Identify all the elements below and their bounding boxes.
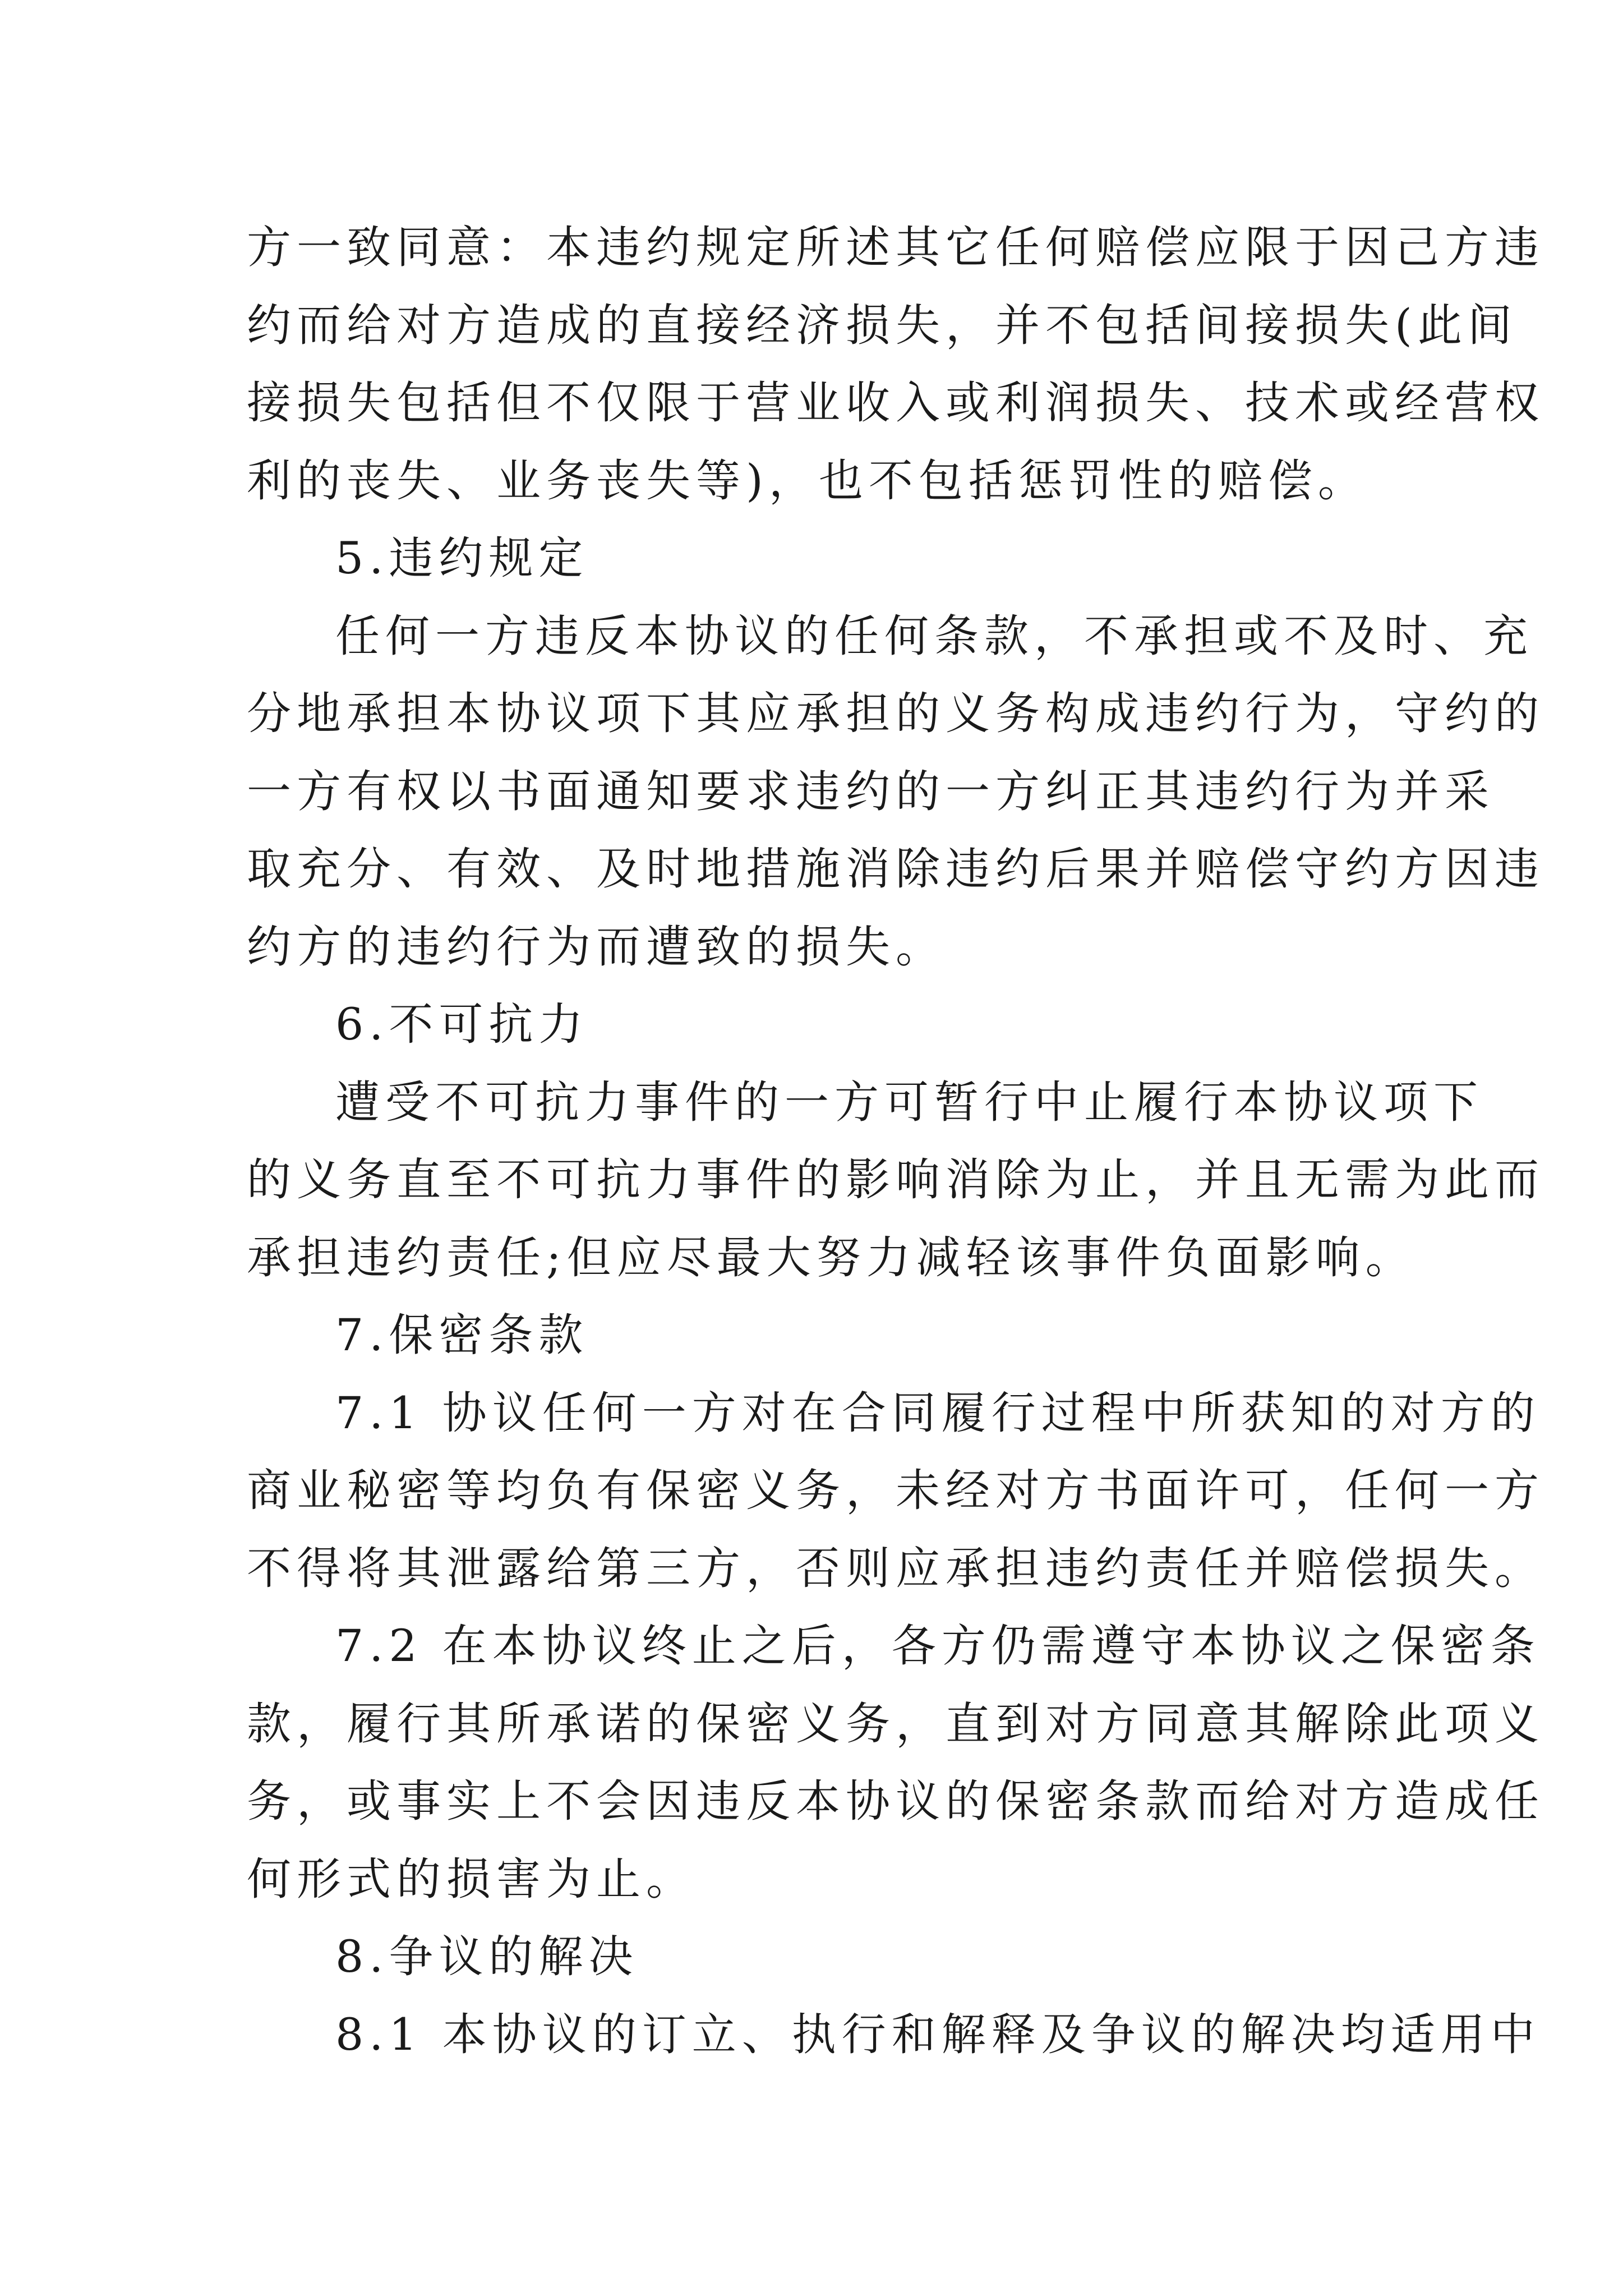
text-line: 款，履行其所承诺的保密义务，直到对方同意其解除此项义 xyxy=(247,1697,1544,1750)
paragraph xyxy=(247,1607,1544,1918)
section-heading xyxy=(247,1918,1377,1996)
paragraph xyxy=(247,1996,1541,2074)
text-line: 商业秘密等均负有保密义务，未经对方书面许可，任何一方 xyxy=(247,1465,1544,1516)
text-line: 约方的违约行为而遭致的损失。 xyxy=(247,921,946,973)
text-line: 何形式的损害为止。 xyxy=(247,1853,696,1905)
section-heading xyxy=(247,1296,1377,1374)
text-line: 的义务直至不可抗力事件的影响消除为止，并且无需为此而 xyxy=(247,1154,1544,1205)
paragraph xyxy=(247,597,1544,986)
paragraph xyxy=(247,1374,1544,1608)
paragraph xyxy=(247,1064,1544,1297)
text-line: 8.1 本协议的订立、执行和解释及争议的解决均适用中 xyxy=(335,2008,1541,2060)
text-line: 利的丧失、业务丧失等)，也不包括惩罚性的赔偿。 xyxy=(247,454,1368,507)
text-line: 方一致同意：本违约规定所述其它任何赔偿应限于因己方违 xyxy=(247,222,1544,273)
text-line: 一方有权以书面通知要求违约的一方纠正其违约行为并采 xyxy=(247,765,1495,817)
text-line: 分地承担本协议项下其应承担的义务构成违约行为，守约的 xyxy=(247,688,1544,739)
heading-text: 5.违约规定 xyxy=(335,532,589,584)
heading-text: 8.争议的解决 xyxy=(335,1931,639,1982)
text-line: 任何一方违反本协议的任何条款，不承担或不及时、充 xyxy=(335,610,1533,662)
heading-text: 6.不可抗力 xyxy=(335,999,589,1050)
heading-text: 7.保密条款 xyxy=(335,1309,589,1361)
paragraph xyxy=(247,209,1544,519)
text-line: 约而给对方造成的直接经济损失，并不包括间接损失(此间 xyxy=(247,299,1518,351)
text-line: 取充分、有效、及时地措施消除违约后果并赔偿守约方因违 xyxy=(247,843,1544,895)
section-heading xyxy=(247,519,1377,597)
text-line: 务，或事实上不会因违反本协议的保密条款而给对方造成任 xyxy=(247,1775,1544,1827)
document-body xyxy=(247,209,1544,2073)
text-line: 遭受不可抗力事件的一方可暂行中止履行本协议项下 xyxy=(335,1076,1483,1128)
section-heading xyxy=(247,986,1377,1064)
text-line: 不得将其泄露给第三方，否则应承担违约责任并赔偿损失。 xyxy=(247,1542,1544,1594)
text-line: 接损失包括但不仅限于营业收入或利润损失、技术或经营权 xyxy=(247,377,1544,429)
text-line: 7.2 在本协议终止之后，各方仍需遵守本协议之保密条 xyxy=(335,1620,1541,1672)
text-line: 7.1 协议任何一方对在合同履行过程中所获知的对方的 xyxy=(335,1387,1541,1439)
text-line: 承担违约责任;但应尽最大努力减轻该事件负面影响。 xyxy=(247,1231,1415,1283)
